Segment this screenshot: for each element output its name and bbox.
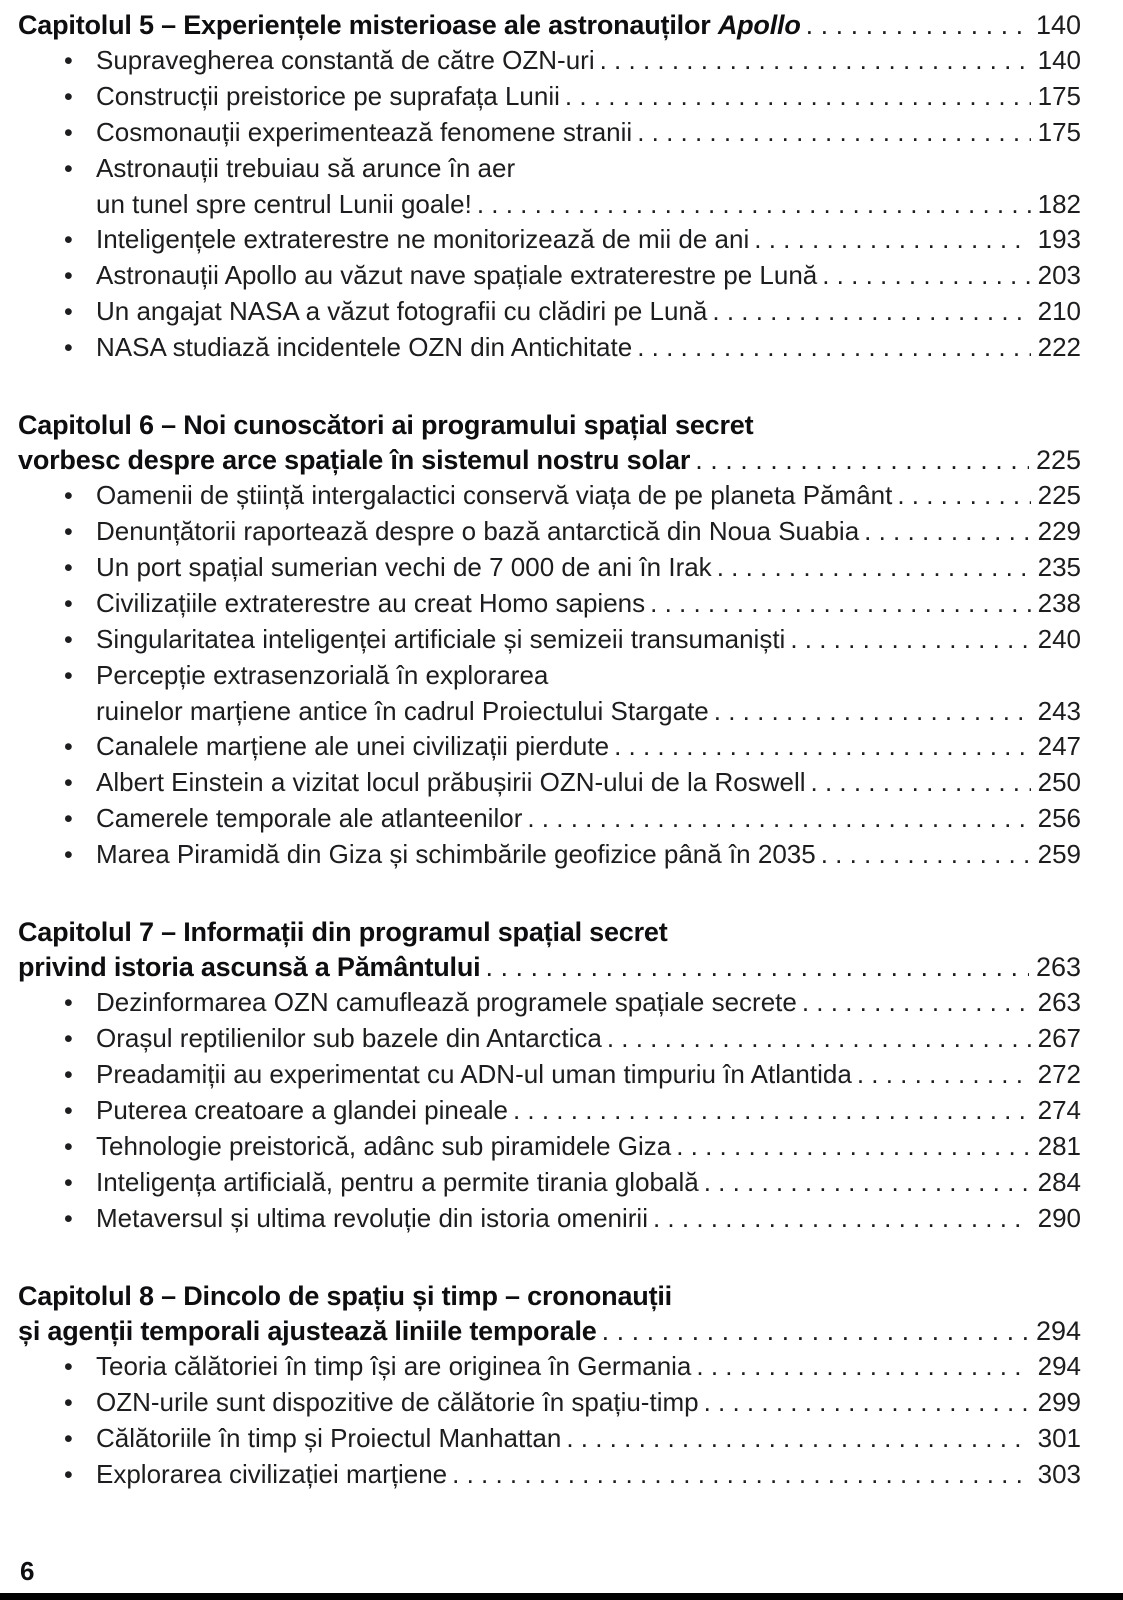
entry-page-number: 267 (1037, 1023, 1081, 1053)
entry-page-number: 259 (1037, 839, 1081, 869)
toc-entry-line (18, 985, 1081, 1021)
toc-entry-line (18, 1165, 1081, 1201)
dot-leader (892, 478, 1030, 513)
dot-leader (691, 1349, 1030, 1384)
entry-page-number: 140 (1037, 45, 1081, 75)
entry-text: Preadamiții au experimentat cu ADN-ul uman timpuriu în Atlantida (96, 1059, 852, 1089)
toc-entry-line (18, 79, 1081, 115)
entry-text: Marea Piramidă din Giza și schimbările geofizice până în 2035 (96, 839, 816, 869)
entry-page-number: 193 (1037, 224, 1081, 254)
chapter (18, 408, 1081, 873)
entry-text: Călătoriile în timp și Proiectul Manhattan (96, 1423, 562, 1453)
entry-page-number: 290 (1037, 1203, 1081, 1233)
toc-entry-line (18, 1129, 1081, 1165)
dot-leader (699, 1385, 1031, 1420)
chapter-title-line (18, 1314, 1081, 1349)
entry-gutter (18, 1457, 96, 1493)
bullet-icon: • (64, 733, 73, 761)
dot-leader (801, 8, 1029, 43)
dot-leader (609, 729, 1031, 764)
chapter-title-segment: Capitolul 5 – Experiențele misterioase ale astronauților (18, 10, 718, 40)
toc-entry-line (18, 837, 1081, 873)
toc-entry-line (18, 1057, 1081, 1093)
entry-page-number: 240 (1037, 624, 1081, 654)
toc-entry-line (18, 765, 1081, 801)
entry-gutter (18, 222, 96, 258)
entry-text: Metaversul și ultima revoluție din istoria omenirii (96, 1203, 648, 1233)
toc (18, 8, 1081, 1493)
bullet-icon: • (64, 554, 73, 582)
chapter-title-text (18, 1314, 597, 1349)
entry-text: Dezinformarea OZN camuflează programele spațiale secrete (96, 987, 797, 1017)
chapter-title-segment: vorbesc despre arce spațiale în sistemul nostru solar (18, 445, 691, 475)
entry-text: Orașul reptilienilor sub bazele din Antarctica (96, 1023, 602, 1053)
entry-text: Astronauții trebuiau să arunce în aer (96, 153, 516, 183)
toc-entry-line (18, 1093, 1081, 1129)
bullet-icon: • (64, 1097, 73, 1125)
chapter-title-text (18, 1279, 672, 1314)
entry-page-number: 284 (1037, 1167, 1081, 1197)
entry-text: NASA studiază incidentele OZN din Antichitate (96, 332, 633, 362)
bullet-icon: • (64, 1425, 73, 1453)
entry-text: Supravegherea constantă de către OZN-uri (96, 45, 595, 75)
entry-gutter (18, 837, 96, 873)
entry-text: Percepție extrasenzorială în explorarea (96, 660, 549, 690)
entry-text: Inteligența artificială, pentru a permite tirania globală (96, 1167, 699, 1197)
entry-gutter (18, 294, 96, 330)
entry-page-number: 301 (1037, 1423, 1081, 1453)
entry-gutter (18, 151, 96, 187)
chapter-page-number: 294 (1035, 1316, 1081, 1346)
toc-entry-line (18, 622, 1081, 658)
entry-text: Tehnologie preistorică, adânc sub piramidele Giza (96, 1131, 672, 1161)
dot-leader (699, 1165, 1031, 1200)
entry-gutter (18, 115, 96, 151)
bottom-edge-bar (0, 1593, 1123, 1600)
entry-page-number: 299 (1037, 1387, 1081, 1417)
chapter-title-line (18, 408, 1081, 443)
entry-gutter (18, 801, 96, 837)
chapter-title-segment: Capitolul 6 – Noi cunoscători ai programului spațial secret (18, 410, 754, 440)
chapter-page-number: 263 (1035, 952, 1081, 982)
entry-page-number: 263 (1037, 987, 1081, 1017)
entry-page-number: 247 (1037, 731, 1081, 761)
chapter-title-segment: Capitolul 8 – Dincolo de spațiu și timp – crononauții (18, 1281, 672, 1311)
entry-gutter (18, 1021, 96, 1057)
entry-page-number: 175 (1037, 117, 1081, 147)
dot-leader (472, 187, 1031, 222)
bullet-icon: • (64, 1205, 73, 1233)
bullet-icon: • (64, 119, 73, 147)
entry-gutter (18, 514, 96, 550)
entry-page-number: 274 (1037, 1095, 1081, 1125)
entry-page-number: 303 (1037, 1459, 1081, 1489)
entry-gutter (18, 1421, 96, 1457)
bullet-icon: • (64, 47, 73, 75)
entry-page-number: 235 (1037, 552, 1081, 582)
entry-gutter (18, 79, 96, 115)
bullet-icon: • (64, 662, 73, 690)
bullet-icon: • (64, 482, 73, 510)
toc-entry-line (18, 222, 1081, 258)
entry-text: Albert Einstein a vizitat locul prăbușirii OZN-ului de la Roswell (96, 767, 806, 797)
toc-entry-line (18, 187, 1081, 222)
toc-entry-line (18, 514, 1081, 550)
toc-entry-line (18, 43, 1081, 79)
toc-entry-line (18, 729, 1081, 765)
bullet-icon: • (64, 1353, 73, 1381)
entry-page-number: 243 (1037, 696, 1081, 726)
toc-entry-line (18, 1349, 1081, 1385)
bullet-icon: • (64, 590, 73, 618)
dot-leader (690, 443, 1029, 478)
entry-gutter (18, 43, 96, 79)
entry-page-number: 222 (1037, 332, 1081, 362)
dot-leader (602, 1021, 1031, 1056)
dot-leader (707, 294, 1030, 329)
dot-leader (797, 985, 1031, 1020)
bullet-icon: • (64, 1061, 73, 1089)
entry-text: un tunel spre centrul Lunii goale! (96, 189, 472, 219)
dot-leader (597, 1314, 1029, 1349)
dot-leader (816, 837, 1031, 872)
entry-text: Canalele marțiene ale unei civilizații pierdute (96, 731, 610, 761)
chapter-title-text (18, 950, 480, 985)
dot-leader (561, 1421, 1030, 1456)
entry-page-number: 229 (1037, 516, 1081, 546)
bullet-icon: • (64, 1389, 73, 1417)
entry-gutter (18, 765, 96, 801)
bullet-icon: • (64, 155, 73, 183)
toc-entry-line (18, 1021, 1081, 1057)
entry-text: Un angajat NASA a văzut fotografii cu clădiri pe Lună (96, 296, 708, 326)
entry-gutter (18, 258, 96, 294)
toc-entry-line (18, 478, 1081, 514)
bullet-icon: • (64, 83, 73, 111)
entry-text: Inteligențele extraterestre ne monitorizează de mii de ani (96, 224, 750, 254)
toc-entry-line (18, 1421, 1081, 1457)
chapter-title-line (18, 950, 1081, 985)
bullet-icon: • (64, 262, 73, 290)
chapter-title-line (18, 443, 1081, 478)
dot-leader (595, 43, 1031, 78)
entry-page-number: 182 (1037, 189, 1081, 219)
bullet-icon: • (64, 226, 73, 254)
entry-page-number: 281 (1037, 1131, 1081, 1161)
dot-leader (632, 330, 1030, 365)
entry-text: Camerele temporale ale atlanteenilor (96, 803, 523, 833)
entry-text: Oamenii de știință intergalactici conservă viața de pe planeta Pământ (96, 480, 893, 510)
entry-text: ruinelor marțiene antice în cadrul Proiectului Stargate (96, 696, 709, 726)
bullet-icon: • (64, 1025, 73, 1053)
toc-entry-line (18, 1385, 1081, 1421)
entry-gutter (18, 1129, 96, 1165)
chapter (18, 8, 1081, 366)
entry-text: Cosmonauții experimentează fenomene stranii (96, 117, 633, 147)
entry-page-number: 238 (1037, 588, 1081, 618)
toc-entry-line (18, 801, 1081, 837)
entry-text: OZN-urile sunt dispozitive de călătorie în spațiu-timp (96, 1387, 699, 1417)
dot-leader (632, 115, 1030, 150)
toc-entry-line (18, 258, 1081, 294)
entry-text: Civilizațiile extraterestre au creat Homo sapiens (96, 588, 646, 618)
bullet-icon: • (64, 1133, 73, 1161)
toc-entry-line (18, 1201, 1081, 1237)
chapter (18, 915, 1081, 1237)
entry-page-number: 294 (1037, 1351, 1081, 1381)
chapter (18, 1279, 1081, 1493)
toc-entry-line (18, 550, 1081, 586)
entry-page-number: 175 (1037, 81, 1081, 111)
entry-gutter (18, 658, 96, 694)
entry-page-number: 256 (1037, 803, 1081, 833)
dot-leader (480, 950, 1028, 985)
bullet-icon: • (64, 989, 73, 1017)
entry-gutter (18, 550, 96, 586)
bullet-icon: • (64, 1461, 73, 1489)
entry-text: Puterea creatoare a glandei pineale (96, 1095, 508, 1125)
entry-gutter (18, 1349, 96, 1385)
bullet-icon: • (64, 518, 73, 546)
toc-entry-line (18, 694, 1081, 729)
entry-text: Astronauții Apollo au văzut nave spațiale extraterestre pe Lună (96, 260, 818, 290)
bullet-icon: • (64, 769, 73, 797)
entry-gutter (18, 586, 96, 622)
toc-entry-line (18, 151, 1081, 187)
toc-entry-line (18, 294, 1081, 330)
bullet-icon: • (64, 626, 73, 654)
entry-gutter (18, 1093, 96, 1129)
entry-text: Singularitatea inteligenței artificiale și semizeii transumaniști (96, 624, 786, 654)
dot-leader (645, 586, 1030, 621)
toc-entry-line (18, 586, 1081, 622)
entry-gutter (18, 1057, 96, 1093)
chapter-page-number: 225 (1035, 445, 1081, 475)
dot-leader (560, 79, 1031, 114)
entry-text: Explorarea civilizației marțiene (96, 1459, 448, 1489)
dot-leader (749, 222, 1030, 257)
toc-entry-line (18, 330, 1081, 366)
entry-page-number: 225 (1037, 480, 1081, 510)
toc-page-content (0, 8, 1123, 1493)
chapter-title-line (18, 915, 1081, 950)
entry-gutter (18, 478, 96, 514)
entry-text: Un port spațial sumerian vechi de 7 000 de ani în Irak (96, 552, 712, 582)
chapter-title-segment: și agenții temporali ajustează liniile temporale (18, 1316, 597, 1346)
chapter-title-italic-segment: Apollo (717, 10, 801, 40)
entry-gutter (18, 330, 96, 366)
entry-text: Teoria călătoriei în timp își are originea în Germania (96, 1351, 692, 1381)
chapter-title-segment: Capitolul 7 – Informații din programul spațial secret (18, 917, 668, 947)
dot-leader (817, 258, 1030, 293)
page-number: 6 (20, 1556, 35, 1586)
dot-leader (852, 1057, 1031, 1092)
dot-leader (785, 622, 1030, 657)
chapter-title-text (18, 443, 690, 478)
entry-page-number: 272 (1037, 1059, 1081, 1089)
entry-gutter (18, 1201, 96, 1237)
entry-gutter (18, 622, 96, 658)
bullet-icon: • (64, 841, 73, 869)
dot-leader (806, 765, 1031, 800)
entry-gutter (18, 1385, 96, 1421)
entry-gutter (18, 1165, 96, 1201)
bullet-icon: • (64, 1169, 73, 1197)
entry-page-number: 203 (1037, 260, 1081, 290)
entry-text: Denunțătorii raportează despre o bază antarctică din Noua Suabia (96, 516, 860, 546)
bullet-icon: • (64, 334, 73, 362)
chapter-title-text (18, 915, 668, 950)
toc-entry-line (18, 1457, 1081, 1493)
chapter-title-line (18, 1279, 1081, 1314)
dot-leader (508, 1093, 1031, 1128)
entry-gutter (18, 729, 96, 765)
dot-leader (859, 514, 1030, 549)
bullet-icon: • (64, 298, 73, 326)
dot-leader (447, 1457, 1030, 1492)
entry-page-number: 250 (1037, 767, 1081, 797)
dot-leader (522, 801, 1030, 836)
toc-entry-line (18, 115, 1081, 151)
chapter-title-text (18, 8, 801, 43)
entry-gutter (18, 985, 96, 1021)
dot-leader (709, 694, 1031, 729)
chapter-title-line (18, 8, 1081, 43)
bullet-icon: • (64, 805, 73, 833)
entry-text: Construcții preistorice pe suprafața Lunii (96, 81, 560, 111)
chapter-title-text (18, 408, 753, 443)
chapter-title-segment: privind istoria ascunsă a Pământului (18, 952, 481, 982)
entry-page-number: 210 (1037, 296, 1081, 326)
dot-leader (671, 1129, 1030, 1164)
chapter-page-number: 140 (1035, 10, 1081, 40)
toc-entry-line (18, 658, 1081, 694)
dot-leader (712, 550, 1031, 585)
dot-leader (648, 1201, 1031, 1236)
